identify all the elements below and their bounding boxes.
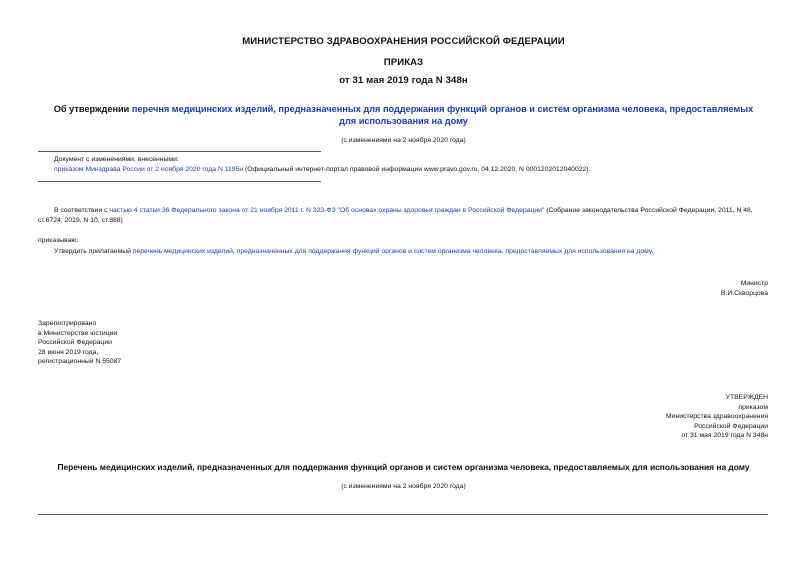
title-prefix: Об утверждении: [53, 104, 132, 114]
amendment-top-divider: [38, 151, 321, 152]
amendment-link-order-1195n[interactable]: приказом Минздрава России от 2 ноября 2020 года N 1195н: [54, 166, 244, 173]
list-edition-note: (с изменениями на 2 ноября 2020 года): [341, 483, 466, 490]
approved-line: Российской Федерации: [694, 422, 768, 430]
signature-name: В.И.Скворцова: [720, 290, 768, 297]
doc-date-heading: от 31 мая 2019 года N 348н: [339, 75, 468, 86]
amendment-source: (Официальный интернет-портал правовой информации www.pravo.gov.ru, 04.12.2020, N 0001202012040022).: [243, 166, 591, 173]
title-link-list[interactable]: перечня медицинских изделий, предназначенных для поддержания функций органов и систем организма человека, предоставляемых для использования на дому: [131, 104, 754, 126]
order-paragraph: [54, 247, 770, 257]
amendment-label: Документ с изменениями, внесенными:: [54, 156, 179, 163]
registration-line: Зарегистрировано: [38, 320, 97, 327]
registration-line: Российской Федерации: [38, 339, 112, 346]
amendment-line: [54, 165, 774, 175]
preamble-law-link[interactable]: частью 4 статьи 36 Федерального закона от 21 ноября 2011 г. N 323-ФЗ "Об основах охраны здоровья граждан в Российской Федерации": [109, 207, 545, 214]
approved-line: Министерства здравоохранения: [666, 413, 768, 420]
order-list-link[interactable]: перечень медицинских изделий, предназначенных для поддержания функций органов и систем организма человека, предоставляемых для использования на дому: [132, 248, 652, 255]
order-prefix: Утвердить прилагаемый: [54, 248, 133, 255]
preamble-suffix: (Собрание законодательства Российской Федерации, 2011, N 48, ст.6724; 2019, N 10, ст.888): [38, 207, 753, 224]
registration-line: регистрационный N 55087: [38, 358, 122, 365]
amendment-bottom-divider: [38, 181, 321, 182]
registration-line: в Министерстве юстиции: [38, 329, 118, 337]
title-edition-note: (с изменениями на 2 ноября 2020 года): [341, 137, 466, 144]
approved-line: УТВЕРЖДЕН: [725, 394, 768, 401]
approved-line: от 31 мая 2019 года N 348н: [681, 432, 768, 439]
preamble-paragraph: [38, 206, 770, 226]
document-title: [50, 103, 757, 127]
registration-block: [38, 319, 338, 367]
order-suffix: .: [651, 248, 654, 255]
doc-type-heading: ПРИКАЗ: [383, 57, 424, 68]
list-title: Перечень медицинских изделий, предназначенных для поддержания функций органов и систем организма человека, предоставляемых для использования на дому: [57, 462, 750, 472]
signature-position: Министр: [740, 280, 768, 287]
prikazyvayu-label: приказываю:: [38, 237, 79, 244]
approved-block: [500, 393, 768, 441]
preamble-prefix: В соответствии с: [54, 207, 110, 214]
bottom-divider: [38, 514, 768, 515]
ministry-heading: МИНИСТЕРСТВО ЗДРАВООХРАНЕНИЯ РОССИЙСКОЙ ФЕДЕРАЦИИ: [242, 36, 565, 47]
registration-line: 28 июня 2019 года,: [38, 348, 99, 356]
approved-line: приказом: [738, 403, 768, 411]
